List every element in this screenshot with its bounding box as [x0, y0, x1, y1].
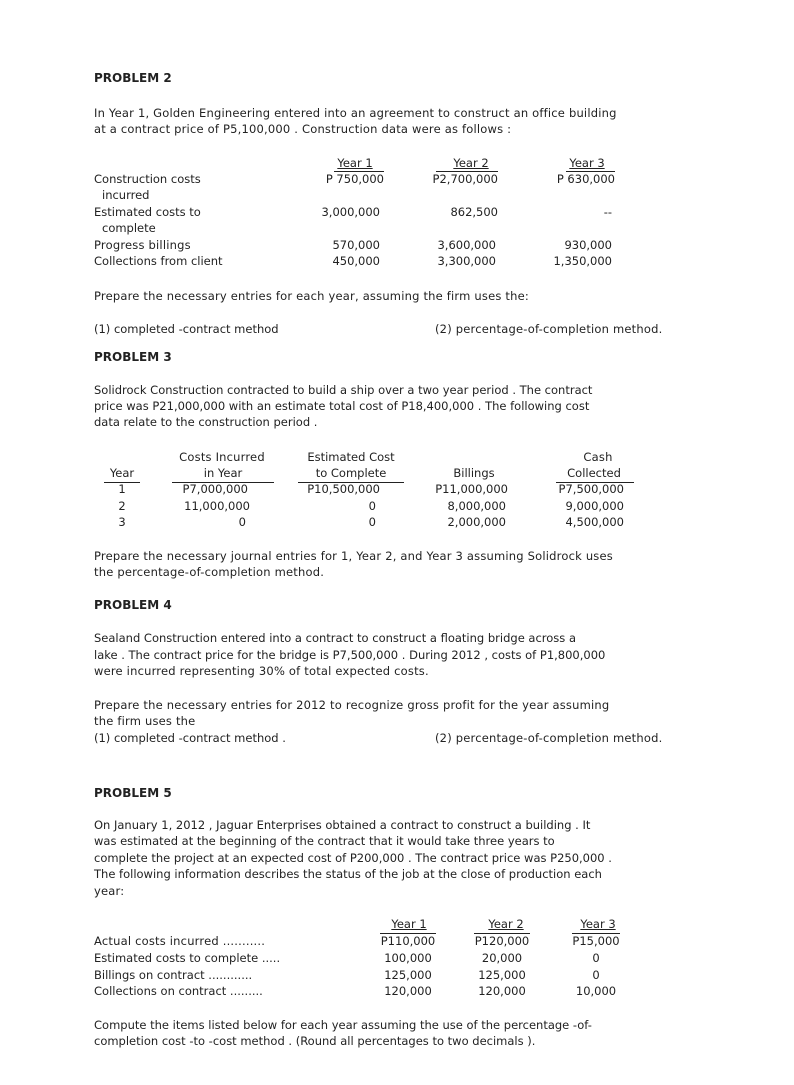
- table-cell: 450,000: [332, 254, 380, 268]
- table-cell: P2,700,000: [432, 172, 498, 186]
- header-cash: Cash: [583, 450, 613, 464]
- table-cell: 125,000: [384, 968, 432, 982]
- problem-4-intro-line-1: Sealand Construction entered into a contract to construct a floating bridge across a: [94, 631, 576, 645]
- row-label: Collections on contract .........: [94, 984, 263, 998]
- problem-2-heading: PROBLEM 2: [94, 71, 172, 85]
- table-cell: 1,350,000: [553, 254, 612, 268]
- problem-3-intro-line-3: data relate to the construction period .: [94, 415, 318, 429]
- problem-5-heading: PROBLEM 5: [94, 786, 172, 800]
- row-label: Estimated costs to: [94, 205, 201, 219]
- table-cell: 930,000: [564, 238, 612, 252]
- problem-4-instruction-line-1: Prepare the necessary entries for 2012 to recognize gross profit for the year assuming: [94, 698, 610, 712]
- problem-3-intro-line-2: price was P21,000,000 with an estimate total cost of P18,400,000 . The following cost: [94, 399, 590, 413]
- table-cell: 0: [238, 515, 246, 529]
- problem-2-instruction: Prepare the necessary entries for each year, assuming the firm uses the:: [94, 289, 529, 303]
- overline: [334, 171, 384, 172]
- table-cell: 9,000,000: [565, 499, 624, 513]
- table-cell: P10,500,000: [307, 482, 380, 496]
- table-cell: 570,000: [332, 238, 380, 252]
- col-header-year-2: Year 2: [453, 156, 489, 170]
- problem-5-intro-line-1: On January 1, 2012 , Jaguar Enterprises obtained a contract to construct a building . It: [94, 818, 591, 832]
- problem-4-option-2: (2) percentage-of-completion method.: [435, 731, 663, 745]
- overline: [436, 171, 498, 172]
- table-cell: 8,000,000: [447, 499, 506, 513]
- table-cell: P120,000: [474, 934, 530, 948]
- problem-5-intro-line-2: was estimated at the beginning of the contract that it would take three years to: [94, 834, 555, 848]
- header-in-year: in Year: [203, 466, 243, 480]
- problem-2-intro-line-2: at a contract price of P5,100,000 . Construction data were as follows :: [94, 122, 512, 136]
- problem-4-option-1: (1) completed -contract method .: [94, 731, 286, 745]
- problem-5-intro-line-3: complete the project at an expected cost of P200,000 . The contract price was P250,000 .: [94, 851, 612, 865]
- table-cell: 3,600,000: [437, 238, 496, 252]
- table-cell: 10,000: [575, 984, 617, 998]
- row-label: Actual costs incurred ...........: [94, 934, 266, 948]
- table-cell: P7,000,000: [182, 482, 248, 496]
- row-label: Progress billings: [94, 238, 191, 252]
- table-cell: 0: [368, 515, 376, 529]
- table-cell: 11,000,000: [184, 499, 250, 513]
- table-cell: 3,000,000: [321, 205, 380, 219]
- problem-4-intro-line-3: were incurred representing 30% of total expected costs.: [94, 664, 429, 678]
- table-cell: P11,000,000: [435, 482, 508, 496]
- problem-5-intro-line-4: The following information describes the status of the job at the close of production each: [94, 867, 602, 881]
- table-cell: P15,000: [572, 934, 620, 948]
- table-cell: 862,500: [450, 205, 498, 219]
- problem-3-intro-line-1: Solidrock Construction contracted to build a ship over a two year period . The contract: [94, 383, 593, 397]
- table-cell: 20,000: [481, 951, 523, 965]
- row-label: Collections from client: [94, 254, 223, 268]
- table-cell: 1: [118, 482, 126, 496]
- table-cell: P 750,000: [325, 172, 384, 186]
- problem-3-instruction-line-1: Prepare the necessary journal entries for 1, Year 2, and Year 3 assuming Solidrock uses: [94, 549, 613, 563]
- row-label: Billings on contract ............: [94, 968, 253, 982]
- problem-3-instruction-line-2: the percentage-of-completion method.: [94, 565, 325, 579]
- table-cell: 125,000: [478, 968, 526, 982]
- problem-2-option-2: (2) percentage-of-completion method.: [435, 322, 663, 336]
- row-label: Construction costs: [94, 172, 201, 186]
- table-cell: 2: [118, 499, 126, 513]
- problem-2-intro-line-1: In Year 1, Golden Engineering entered into an agreement to construct an office building: [94, 106, 617, 120]
- header-billings: Billings: [453, 466, 495, 480]
- table-cell: 3: [118, 515, 126, 529]
- row-label-cont: incurred: [102, 188, 150, 202]
- header-costs-incurred: Costs Incurred: [179, 450, 265, 464]
- header-to-complete: to Complete: [315, 466, 387, 480]
- table-cell: 3,300,000: [437, 254, 496, 268]
- row-label: Estimated costs to complete .....: [94, 951, 281, 965]
- problem-5-instruction-line-1: Compute the items listed below for each year assuming the use of the percentage -of-: [94, 1018, 592, 1032]
- header-year: Year: [109, 466, 135, 480]
- problem-3-heading: PROBLEM 3: [94, 350, 172, 364]
- table-cell: 120,000: [384, 984, 432, 998]
- col-header-year-3: Year 3: [569, 156, 605, 170]
- col-header-year-3: Year 3: [580, 917, 616, 931]
- table-cell: P 630,000: [556, 172, 615, 186]
- problem-4-heading: PROBLEM 4: [94, 598, 172, 612]
- problem-5-intro-line-5: year:: [94, 884, 125, 898]
- table-cell: 4,500,000: [565, 515, 624, 529]
- table-cell: 0: [592, 968, 600, 982]
- problem-4-intro-line-2: lake . The contract price for the bridge is P7,500,000 . During 2012 , costs of P1,800,000: [94, 648, 606, 662]
- col-header-year-1: Year 1: [337, 156, 373, 170]
- table-cell: 0: [592, 951, 600, 965]
- table-cell: 100,000: [384, 951, 432, 965]
- problem-4-instruction-line-2: the firm uses the: [94, 714, 196, 728]
- problem-2-option-1: (1) completed -contract method: [94, 322, 279, 336]
- table-cell: 0: [368, 499, 376, 513]
- table-cell: P110,000: [380, 934, 436, 948]
- table-cell: --: [603, 205, 612, 219]
- table-cell: 120,000: [478, 984, 526, 998]
- row-label-cont: complete: [102, 221, 156, 235]
- col-header-year-2: Year 2: [488, 917, 524, 931]
- problem-5-instruction-line-2: completion cost -to -cost method . (Round all percentages to two decimals ).: [94, 1034, 536, 1048]
- col-header-year-1: Year 1: [391, 917, 427, 931]
- overline: [566, 171, 615, 172]
- header-estimated-cost: Estimated Cost: [307, 450, 395, 464]
- table-cell: P7,500,000: [558, 482, 624, 496]
- header-collected: Collected: [567, 466, 621, 480]
- table-cell: 2,000,000: [447, 515, 506, 529]
